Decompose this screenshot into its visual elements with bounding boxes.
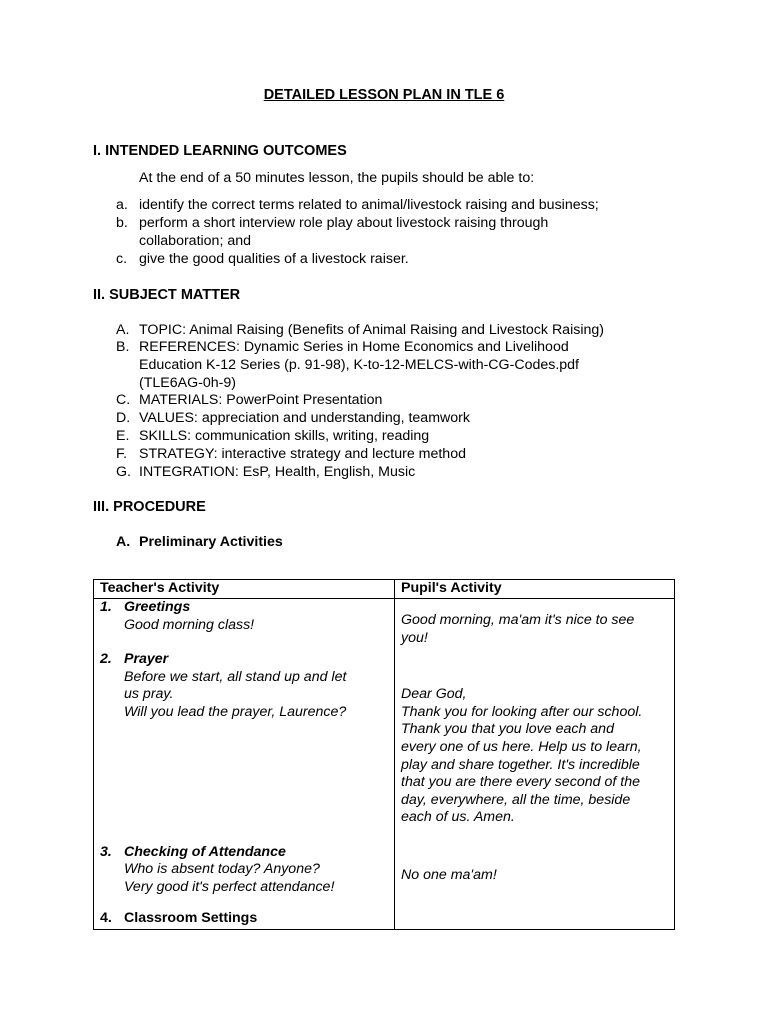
section-heading-subject-matter: II. SUBJECT MATTER [93, 287, 241, 303]
column-header-pupil: Pupil's Activity [395, 580, 675, 599]
table-row [94, 599, 675, 930]
teacher-line: Before we start, all stand up and let [124, 668, 347, 685]
subject-item-skills: SKILLS: communication skills, writing, reading [139, 428, 430, 444]
subject-marker: B. [116, 339, 130, 355]
pupil-prayer-line: Dear God, [401, 686, 467, 703]
outcome-item: perform a short interview role play about livestock raising through [139, 215, 549, 231]
pupil-prayer-line: day, everywhere, all the time, beside [401, 791, 631, 808]
subject-item-materials: MATERIALS: PowerPoint Presentation [139, 392, 383, 408]
subject-item-references-cont: Education K-12 Series (p. 91-98), K-to-12-MELCS-with-CG-Codes.pdf [139, 357, 579, 373]
outcome-item-cont: collaboration; and [139, 233, 252, 249]
step-number: 1. [100, 599, 112, 615]
outcome-marker: a. [116, 197, 128, 213]
subject-item-references: REFERENCES: Dynamic Series in Home Economics and Livelihood [139, 339, 569, 355]
teacher-line: us pray. [124, 686, 174, 703]
teacher-line: Good morning class! [124, 616, 255, 633]
outcome-marker: c. [116, 251, 128, 267]
pupil-line: you! [401, 629, 428, 646]
subject-item-strategy: STRATEGY: interactive strategy and lecture method [139, 446, 466, 462]
pupil-prayer-line: play and share together. It's incredible [401, 756, 640, 773]
step-number: 2. [100, 651, 112, 668]
pupil-prayer-line: every one of us here. Help us to learn, [401, 738, 642, 755]
subject-item-values: VALUES: appreciation and understanding, teamwork [139, 410, 470, 426]
pupil-activity-cell [395, 599, 675, 930]
pupil-line: Good morning, ma'am it's nice to see [401, 612, 635, 628]
subject-marker: E. [116, 428, 130, 444]
subject-marker: D. [116, 410, 131, 426]
subject-item-topic: TOPIC: Animal Raising (Benefits of Animal Raising and Livestock Raising) [139, 322, 604, 338]
pupil-prayer-line: Thank you for looking after our school. [401, 703, 643, 720]
step-heading-classroom-settings: Classroom Settings [124, 910, 258, 927]
subject-marker: A. [116, 322, 130, 338]
teacher-line: Who is absent today? Anyone? [124, 861, 320, 878]
procedure-sub-heading: Preliminary Activities [139, 534, 283, 550]
outcomes-intro: At the end of a 50 minutes lesson, the pupils should be able to: [139, 170, 535, 186]
teacher-activity-cell [94, 599, 395, 930]
outcome-item: give the good qualities of a livestock raiser. [139, 251, 409, 267]
document-title: DETAILED LESSON PLAN IN TLE 6 [263, 87, 505, 103]
section-heading-procedure: III. PROCEDURE [93, 499, 206, 515]
column-header-teacher: Teacher's Activity [94, 580, 395, 599]
greetings-block [100, 599, 388, 634]
step-heading-greetings: Greetings [124, 599, 191, 615]
step-number: 4. [100, 910, 112, 927]
table-header-row [94, 580, 675, 599]
teacher-line: Very good it's perfect attendance! [124, 878, 335, 895]
section-heading-outcomes: I. INTENDED LEARNING OUTCOMES [93, 143, 347, 159]
subject-marker: G. [116, 464, 131, 480]
pupil-prayer-line: each of us. Amen. [401, 809, 515, 826]
pupil-line: No one ma'am! [401, 866, 497, 883]
classroom-settings-block [100, 910, 388, 928]
procedure-sub-marker: A. [116, 534, 131, 550]
pupil-prayer-line: that you are there every second of the [401, 774, 640, 791]
teacher-line: Will you lead the prayer, Laurence? [124, 703, 347, 720]
step-number: 3. [100, 843, 112, 860]
activity-table [93, 579, 675, 930]
subject-marker: C. [116, 392, 131, 408]
outcome-item: identify the correct terms related to animal/livestock raising and business; [139, 197, 599, 213]
prayer-block [100, 651, 388, 721]
step-heading-prayer: Prayer [124, 651, 169, 668]
subject-item-integration: INTEGRATION: EsP, Health, English, Music [139, 464, 416, 480]
subject-marker: F. [116, 446, 128, 462]
attendance-block [100, 844, 388, 897]
step-heading-attendance: Checking of Attendance [124, 843, 286, 860]
pupil-prayer-line: Thank you that you love each and [401, 721, 614, 738]
outcome-marker: b. [116, 215, 128, 231]
subject-item-references-cont: (TLE6AG-0h-9) [139, 375, 236, 391]
